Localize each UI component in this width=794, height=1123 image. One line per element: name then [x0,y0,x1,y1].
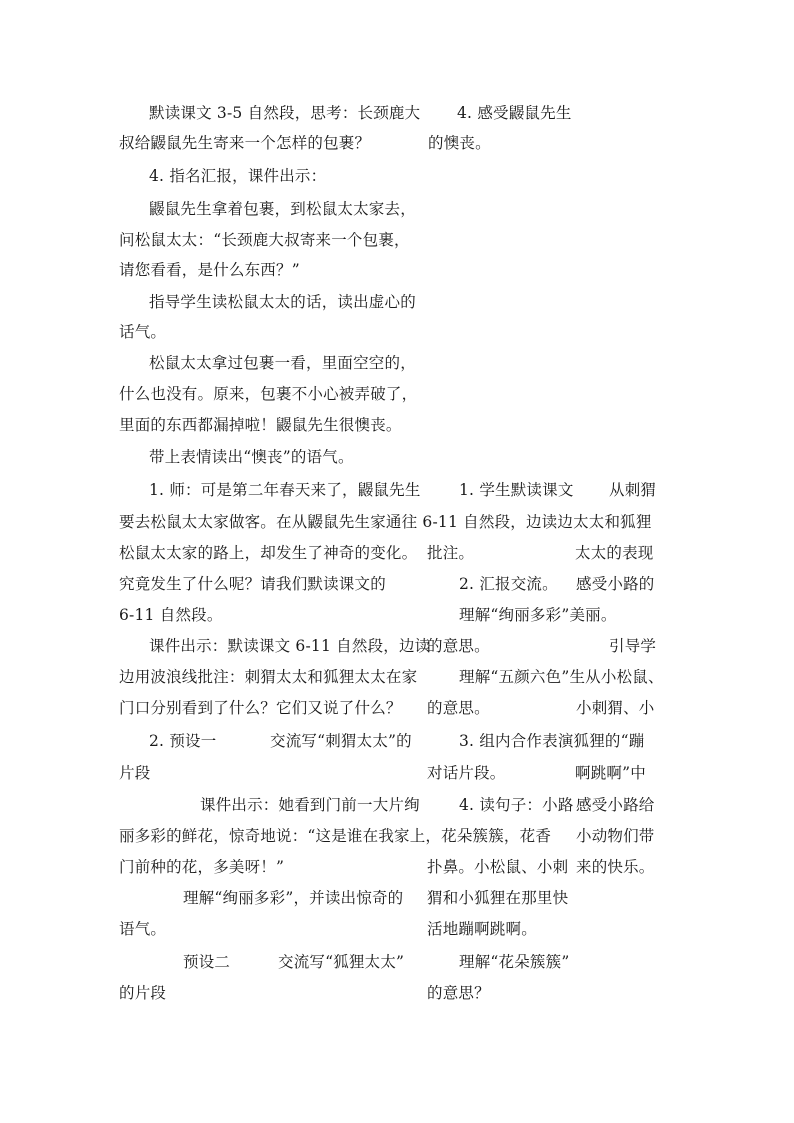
text-line: 指导学生读松鼠太太的话，读出虚心的 [149,293,416,311]
text-line: 理解“绚丽多彩”，并读出惊奇的 [183,889,404,907]
text-line: 边用波浪线批注：刺猬太太和狐狸太太在家 [119,668,418,686]
text-line: 来的快乐。 [576,858,655,876]
text-line: 要去松鼠太太家做客。在从鼹鼠先生家通往 6-11 自然段，边读边太太和狐狸 [119,513,652,531]
text-line: 什么也没有。原来，包裹不小心被弄破了， [119,385,418,403]
text-line: 松鼠太太家的路上，却发生了神奇的变化。 [119,544,418,562]
text-line: 1. 学生默读课文 [459,481,574,499]
text-line: 松鼠太太拿过包裹一看，里面空空的， [149,354,416,372]
text-line: 带上表情读出“懊丧”的语气。 [149,448,354,466]
text-line: 鼹鼠先生拿着包裹，到松鼠太太家去， [149,200,416,218]
text-line: 究竟发生了什么呢？请我们默读课文的 [119,575,386,593]
text-line: 片段 [119,764,151,782]
text-line: 2. 汇报交流。 [459,575,558,593]
text-line: 里面的东西都漏掉啦！鼹鼠先生很懊丧。 [119,416,402,434]
text-line: 叔给鼹鼠先生寄来一个怎样的包裹？ [119,134,371,152]
text-line: 6-11 自然段。 [119,606,223,624]
text-line: 3. 组内合作表演狐狸的“蹦 [459,732,645,750]
text-line: 话气。 [119,323,167,341]
text-line: 门前种的花，多美呀！” [119,858,285,876]
text-line: 的片段 [119,984,167,1002]
text-line: 批注。 [427,544,475,562]
text-line: 理解“花朵簇簇” [459,953,570,971]
text-line: 感受小路给 [576,796,655,814]
text-line: 活地蹦啊跳啊。 [427,920,537,938]
text-line: 小刺猬、小 [576,699,655,717]
text-line: 丽多彩的鲜花，惊奇地说：“这是谁在我家上，花朵簇簇，花香 [119,827,552,845]
text-line: 4. 指名汇报，课件出示： [149,167,327,185]
text-line: 默读课文 3-5 自然段，思考：长颈鹿大 [149,104,421,122]
text-line: 1. 师：可是第二年春天来了，鼹鼠先生 [149,481,421,499]
text-line: 交流写“狐狸太太” [278,953,405,971]
text-line: 猬和小狐狸在那里快 [427,889,569,907]
text-line: 交流写“刺猬太太”的 [270,732,412,750]
text-line: 从刺猬 [609,481,657,499]
text-line: 门口分别看到了什么？它们又说了什么？ [119,699,402,717]
text-line: 对话片段。 [427,764,506,782]
text-line: 4. 读句子：小路 [459,796,574,814]
text-line: 的懊丧。 [428,134,491,152]
text-line: 的意思。 [427,699,490,717]
text-line: 课件出示：默读课文 6-11 自然段，边读 [149,637,431,655]
text-line: 语气。 [119,920,167,938]
text-line: 2. 预设一 [149,732,217,750]
text-line: 请您看看，是什么东西？” [119,261,300,279]
text-line: 课件出示：她看到门前一大片绚 [200,796,420,814]
text-line: 理解“五颜六色”生从小松鼠、 [459,668,664,686]
text-line: 感受小路的 [576,575,655,593]
text-line: 预设二 [183,953,231,971]
text-line: 引导学 [609,637,657,655]
text-line: 扑鼻。小松鼠、小刺 [427,858,569,876]
text-line: 小动物们带 [576,827,655,845]
text-line: 问松鼠太太：“长颈鹿大叔寄来一个包裹， [119,231,410,249]
text-line: 太太的表现 [575,544,654,562]
text-line: 啊跳啊”中 [575,764,646,782]
text-line: 理解“绚丽多彩”美丽。 [459,606,617,624]
text-line: 的意思？ [427,984,490,1002]
text-line: 4. 感受鼹鼠先生 [457,104,572,122]
text-line: 的意思。 [427,637,490,655]
